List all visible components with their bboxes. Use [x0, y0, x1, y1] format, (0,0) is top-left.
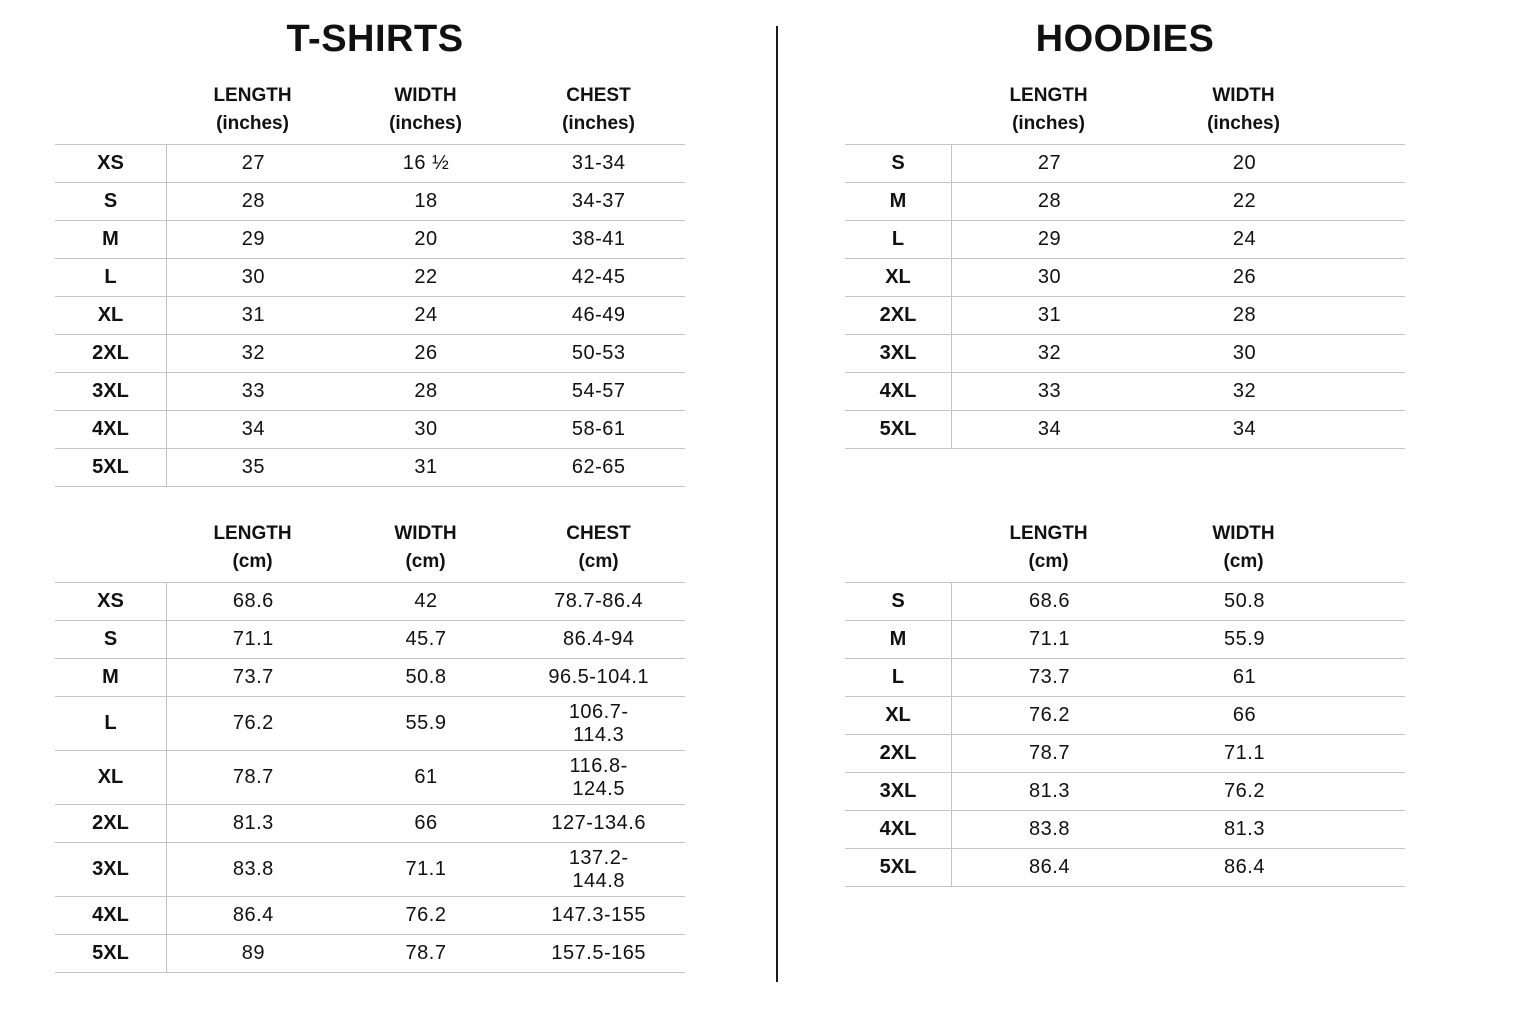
hoodies-title: HOODIES — [1035, 18, 1215, 60]
width-cell: 20 — [414, 228, 438, 250]
width-cell: 28 — [414, 380, 438, 402]
chest-cell: 116.8-124.5 — [569, 754, 628, 800]
column-header-width: WIDTH (cm) — [1212, 523, 1275, 572]
table-row — [845, 621, 1405, 659]
width-cell: 66 — [414, 812, 438, 834]
table-row — [845, 849, 1405, 887]
width-cell: 28 — [1232, 304, 1257, 326]
length-cell: 86.4 — [232, 904, 274, 926]
size-label: 2XL — [55, 805, 167, 842]
width-cell: 16 ½ — [402, 152, 450, 174]
size-label: 5XL — [55, 449, 167, 486]
table-row — [55, 221, 685, 259]
length-cell: 89 — [241, 942, 265, 964]
table-row — [845, 773, 1405, 811]
chest-cell: 86.4-94 — [563, 628, 635, 650]
table-row — [845, 811, 1405, 849]
table-row — [55, 373, 685, 411]
table-header — [55, 518, 685, 583]
table-row — [55, 449, 685, 487]
width-cell: 32 — [1232, 380, 1257, 402]
table-header — [845, 518, 1405, 583]
width-cell: 18 — [414, 190, 438, 212]
column-header-width: WIDTH (inches) — [389, 85, 462, 134]
table-row — [845, 373, 1405, 411]
width-cell: 34 — [1232, 418, 1257, 440]
table-row — [55, 621, 685, 659]
size-label: 3XL — [55, 373, 167, 410]
column-header-length: LENGTH (inches) — [1009, 85, 1088, 134]
width-cell: 22 — [1232, 190, 1257, 212]
chest-cell: 106.7-114.3 — [568, 700, 629, 746]
size-label: 4XL — [845, 373, 952, 410]
width-cell: 26 — [1232, 266, 1257, 288]
table-row — [845, 297, 1405, 335]
tshirts-title: T-SHIRTS — [286, 18, 464, 60]
table-row — [55, 335, 685, 373]
length-cell: 78.7 — [1029, 742, 1070, 764]
chest-cell: 157.5-165 — [551, 942, 646, 964]
length-cell: 29 — [241, 228, 265, 250]
table-row — [55, 297, 685, 335]
width-cell: 30 — [414, 418, 438, 440]
length-cell: 68.6 — [232, 590, 274, 612]
length-cell: 76.2 — [1029, 704, 1070, 726]
table-row — [55, 145, 685, 183]
width-cell: 30 — [1232, 342, 1257, 364]
table-row — [55, 805, 685, 843]
table-row — [845, 221, 1405, 259]
column-header-length: LENGTH (inches) — [213, 85, 292, 134]
length-cell: 78.7 — [232, 766, 274, 788]
size-label: XS — [55, 583, 167, 620]
table-header — [845, 80, 1405, 145]
width-cell: 24 — [1232, 228, 1257, 250]
size-label: 4XL — [55, 411, 167, 448]
length-cell: 35 — [241, 456, 265, 478]
width-cell: 45.7 — [405, 628, 447, 650]
table-row — [55, 751, 685, 805]
size-label: 4XL — [845, 811, 952, 848]
table-row — [55, 259, 685, 297]
length-cell: 34 — [1037, 418, 1062, 440]
width-cell: 26 — [414, 342, 438, 364]
table-row — [55, 843, 685, 897]
table-row — [55, 411, 685, 449]
length-cell: 81.3 — [232, 812, 274, 834]
table-row — [845, 697, 1405, 735]
table-row — [845, 259, 1405, 297]
length-cell: 32 — [241, 342, 265, 364]
width-cell: 71.1 — [1224, 742, 1265, 764]
length-cell: 73.7 — [1029, 666, 1070, 688]
size-label: S — [845, 583, 952, 620]
hoodies-cm-table — [845, 518, 1405, 887]
table-header — [55, 80, 685, 145]
length-cell: 68.6 — [1029, 590, 1070, 612]
table-row — [845, 335, 1405, 373]
size-label: 5XL — [55, 935, 167, 972]
chest-cell: 62-65 — [571, 456, 626, 478]
table-row — [55, 697, 685, 751]
length-cell: 28 — [241, 190, 265, 212]
width-cell: 42 — [414, 590, 438, 612]
width-cell: 55.9 — [405, 712, 447, 734]
length-cell: 28 — [1037, 190, 1062, 212]
size-label: M — [55, 659, 167, 696]
width-cell: 24 — [414, 304, 438, 326]
chest-cell: 50-53 — [571, 342, 626, 364]
width-cell: 55.9 — [1224, 628, 1265, 650]
length-cell: 30 — [241, 266, 265, 288]
table-row — [845, 145, 1405, 183]
chest-cell: 38-41 — [571, 228, 626, 250]
size-label: M — [55, 221, 167, 258]
table-row — [845, 735, 1405, 773]
table-row — [55, 183, 685, 221]
length-cell: 73.7 — [232, 666, 274, 688]
length-cell: 81.3 — [1029, 780, 1070, 802]
tshirts-inches-table — [55, 80, 685, 487]
length-cell: 27 — [241, 152, 265, 174]
size-label: M — [845, 621, 952, 658]
column-header-length: LENGTH (cm) — [213, 523, 292, 572]
width-cell: 78.7 — [405, 942, 447, 964]
length-cell: 34 — [241, 418, 265, 440]
column-header-chest: CHEST (cm) — [566, 523, 631, 572]
width-cell: 76.2 — [1224, 780, 1265, 802]
length-cell: 29 — [1037, 228, 1062, 250]
chest-cell: 34-37 — [571, 190, 626, 212]
size-label: L — [845, 221, 952, 258]
length-cell: 31 — [1037, 304, 1062, 326]
table-row — [55, 659, 685, 697]
size-label: L — [845, 659, 952, 696]
size-label: L — [55, 259, 167, 296]
size-label: 5XL — [845, 849, 952, 886]
length-cell: 71.1 — [1029, 628, 1070, 650]
table-row — [845, 583, 1405, 621]
table-row — [55, 583, 685, 621]
table-row — [55, 935, 685, 973]
chest-cell: 54-57 — [571, 380, 626, 402]
column-header-length: LENGTH (cm) — [1009, 523, 1088, 572]
size-label: 4XL — [55, 897, 167, 934]
chest-cell: 137.2-144.8 — [568, 846, 629, 892]
chest-cell: 96.5-104.1 — [548, 666, 649, 688]
width-cell: 81.3 — [1224, 818, 1265, 840]
width-cell: 20 — [1232, 152, 1257, 174]
size-label: S — [55, 183, 167, 220]
size-label: S — [55, 621, 167, 658]
size-label: L — [55, 697, 167, 750]
length-cell: 71.1 — [232, 628, 274, 650]
size-label: XL — [55, 751, 167, 804]
width-cell: 61 — [1232, 666, 1257, 688]
length-cell: 30 — [1037, 266, 1062, 288]
length-cell: 31 — [241, 304, 265, 326]
length-cell: 32 — [1037, 342, 1062, 364]
width-cell: 71.1 — [405, 858, 447, 880]
size-label: XL — [845, 697, 952, 734]
tshirts-cm-table — [55, 518, 685, 973]
width-cell: 86.4 — [1224, 856, 1265, 878]
size-label: XL — [845, 259, 952, 296]
chest-cell: 58-61 — [571, 418, 626, 440]
length-cell: 83.8 — [1029, 818, 1070, 840]
size-label: XS — [55, 145, 167, 182]
length-cell: 76.2 — [232, 712, 274, 734]
length-cell: 86.4 — [1029, 856, 1070, 878]
section-divider — [776, 26, 778, 982]
chest-cell: 46-49 — [571, 304, 626, 326]
hoodies-inches-table — [845, 80, 1405, 449]
chest-cell: 127-134.6 — [551, 812, 646, 834]
size-label: M — [845, 183, 952, 220]
table-row — [845, 183, 1405, 221]
width-cell: 76.2 — [405, 904, 447, 926]
size-label: S — [845, 145, 952, 182]
column-header-width: WIDTH (inches) — [1207, 85, 1280, 134]
size-label: 2XL — [845, 735, 952, 772]
width-cell: 66 — [1232, 704, 1257, 726]
size-label: 5XL — [845, 411, 952, 448]
size-label: 2XL — [845, 297, 952, 334]
chest-cell: 147.3-155 — [551, 904, 646, 926]
length-cell: 83.8 — [232, 858, 274, 880]
table-row — [845, 411, 1405, 449]
chest-cell: 31-34 — [571, 152, 626, 174]
size-label: XL — [55, 297, 167, 334]
length-cell: 33 — [241, 380, 265, 402]
size-label: 3XL — [845, 773, 952, 810]
size-label: 2XL — [55, 335, 167, 372]
width-cell: 22 — [414, 266, 438, 288]
width-cell: 31 — [414, 456, 438, 478]
size-label: 3XL — [845, 335, 952, 372]
chest-cell: 42-45 — [571, 266, 626, 288]
width-cell: 50.8 — [1224, 590, 1265, 612]
table-row — [845, 659, 1405, 697]
width-cell: 61 — [414, 766, 438, 788]
chest-cell: 78.7-86.4 — [554, 590, 644, 612]
column-header-chest: CHEST (inches) — [562, 85, 635, 134]
table-row — [55, 897, 685, 935]
width-cell: 50.8 — [405, 666, 447, 688]
size-label: 3XL — [55, 843, 167, 896]
column-header-width: WIDTH (cm) — [394, 523, 457, 572]
length-cell: 33 — [1037, 380, 1062, 402]
length-cell: 27 — [1037, 152, 1062, 174]
